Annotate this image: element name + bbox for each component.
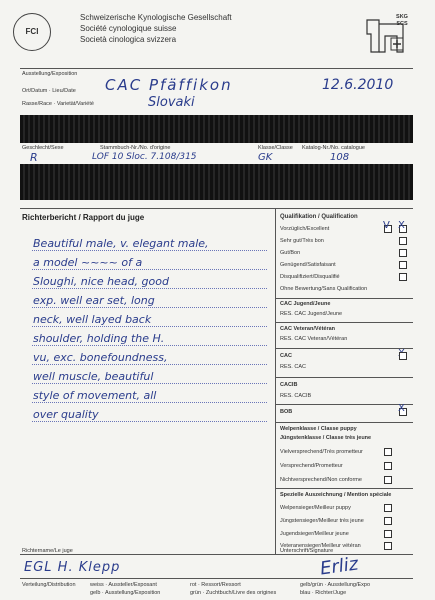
puppy-item: Nichtversprechend/Non conforme (280, 477, 362, 483)
redacted-band-1 (20, 115, 413, 143)
meilleur-jeune-checkbox[interactable] (384, 530, 392, 538)
satisfaisant-checkbox[interactable] (399, 261, 407, 269)
qualification-item: Vorzüglich/Excellent (280, 226, 330, 232)
award-res-cacib: RES. CACIB (280, 393, 312, 399)
footer-copy-5: gelb/grün · Ausstellung/Expo (300, 582, 371, 588)
sex-value: R (30, 151, 38, 164)
report-line: neck, well layed back (33, 313, 152, 326)
catalog-label: Katalog-Nr./No. catalogue (302, 145, 365, 151)
puppy-title: Welpenklasse / Classe puppy (280, 426, 357, 432)
fci-logo (13, 13, 51, 51)
award-cacib: CACIB (280, 382, 298, 388)
tres-prometteur-checkbox[interactable] (384, 448, 392, 456)
report-line: vu, exc. bonefoundness, (33, 351, 168, 364)
qualification-item: Gut/Bon (280, 250, 301, 256)
exhibition-label: Ausstellung/Exposition (22, 71, 78, 77)
special-item: Veteranensieger/Meilleur vétéran (280, 543, 361, 549)
date-value: 12.6.2010 (322, 77, 394, 93)
sex-label: Geschlecht/Sexe (22, 145, 64, 151)
stud-label: Stammbuch-Nr./No. d'origine (100, 145, 171, 151)
report-line: well muscle, beautiful (33, 370, 154, 383)
excellent-cross-mark: X (398, 220, 405, 231)
bob-cross-mark: X (398, 403, 405, 414)
award-cac-veteran: CAC Veteran/Vétéran (280, 326, 336, 332)
puppy-item: Vielversprechend/Très prometteur (280, 449, 363, 455)
catalog-value: 108 (330, 152, 350, 163)
report-line: over quality (33, 408, 99, 421)
report-line: shoulder, holding the H. (33, 332, 165, 345)
disqualifie-checkbox[interactable] (399, 273, 407, 281)
exhibition-value: CAC Pfäffikon (105, 76, 233, 94)
breed-value: Slovaki (148, 95, 195, 110)
award-res-cac-veteran: RES. CAC Veteran/Vétéran (280, 336, 348, 342)
redacted-band-2 (20, 164, 413, 200)
non-conforme-checkbox[interactable] (384, 476, 392, 484)
class-label: Klasse/Classe (258, 145, 293, 151)
skg-scs-text: SKG SCS (396, 14, 408, 27)
meilleur-veteran-checkbox[interactable] (384, 542, 392, 550)
judge-signature: Erliz (318, 553, 360, 580)
report-line: exp. well ear set, long (33, 294, 155, 307)
excellent-checkmark: V (383, 220, 390, 231)
award-cac: CAC (280, 353, 292, 359)
report-line: Sloughi, nice head, good (33, 275, 169, 288)
stud-value: LOF 10 Sloc. 7.108/315 (92, 152, 197, 162)
bon-checkbox[interactable] (399, 249, 407, 257)
footer-copy-2: gelb · Ausstellung/Exposition (90, 590, 161, 596)
org-name-it: Società cinologica svizzera (80, 35, 177, 44)
fci-logo-text: FCI (25, 27, 39, 36)
meilleur-puppy-checkbox[interactable] (384, 504, 392, 512)
breed-label: Rasse/Race · Varietät/Variété (22, 101, 94, 107)
distribution-label: Verteilung/Distribution (22, 582, 76, 588)
class-value: GK (258, 152, 273, 163)
special-item: Welpensieger/Meilleur puppy (280, 505, 351, 511)
cac-checkbox[interactable] (399, 352, 407, 360)
special-title: Spezielle Auszeichnung / Mention spéciale (280, 492, 392, 498)
award-res-cac-jeune: RES. CAC Jugend/Jeune (280, 311, 343, 317)
org-name-de: Schweizerische Kynologische Gesellschaft (80, 13, 232, 22)
special-item: Jugendsieger/Meilleur jeune (280, 531, 349, 537)
puppy-subtitle: Jüngstenklasse / Classe très jeune (280, 435, 372, 441)
org-name-fr: Société cynologique suisse (80, 24, 177, 33)
special-item: Jüngstensieger/Meilleur très jeune (280, 518, 364, 524)
meilleur-tres-jeune-checkbox[interactable] (384, 517, 392, 525)
footer-copy-6: blau · Richter/Juge (300, 590, 347, 596)
puppy-item: Versprechend/Prometteur (280, 463, 343, 469)
place-date-label: Ort/Datum · Lieu/Date (22, 88, 76, 94)
tres-bon-checkbox[interactable] (399, 237, 407, 245)
report-line: Beautiful male, v. elegant male, (33, 237, 209, 250)
prometteur-checkbox[interactable] (384, 462, 392, 470)
qualification-item: Sehr gut/Très bon (280, 238, 324, 244)
footer-copy-3: rot · Ressort/Ressort (190, 582, 241, 588)
qualification-item: Disqualifiziert/Disqualifié (280, 274, 340, 280)
judge-label: Richtername/Le juge (22, 548, 73, 554)
footer-copy-4: grün · Zuchtbuch/Livre des origines (190, 590, 277, 596)
qualification-item: Ohne Bewertung/Sans Qualification (280, 286, 368, 292)
award-res-cac: RES. CAC (280, 364, 306, 370)
qualification-title: Qualifikation / Qualification (280, 214, 358, 220)
footer-copy-1: weiss · Aussteller/Exposant (90, 582, 157, 588)
signature-label: Unterschrift/Signature (280, 548, 334, 554)
award-bob: BOB (280, 409, 293, 415)
qualification-item: Genügend/Satisfaisant (280, 262, 336, 268)
award-cac-jeune: CAC Jugend/Jeune (280, 301, 331, 307)
report-title: Richterbericht / Rapport du juge (22, 213, 145, 222)
judge-name: EGL H. Klepp (24, 560, 121, 575)
report-line: a model ~~~~ of a (33, 256, 143, 269)
report-line: style of movement, all (33, 389, 157, 402)
